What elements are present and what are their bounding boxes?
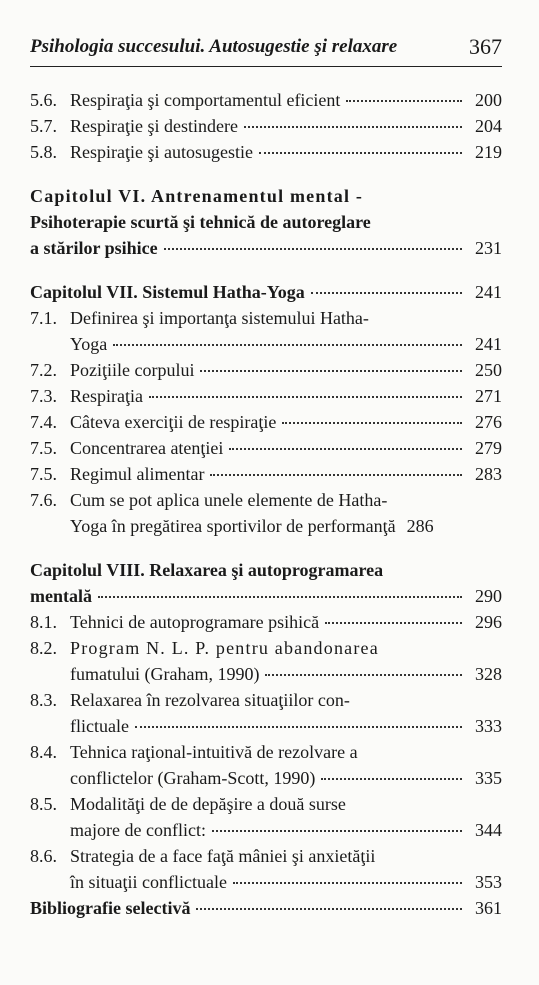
- entry-number: 5.6.: [30, 90, 57, 110]
- chapter-title-line: a stărilor psihice: [30, 238, 158, 258]
- chapter-heading: [30, 238, 502, 264]
- entry-title: Yoga în pregătirea sportivilor de performanţă: [70, 516, 396, 536]
- entry-title: Strategia de a face faţă mâniei şi anxietăţii: [70, 846, 376, 866]
- dot-leader: [244, 126, 462, 128]
- entry-number: 5.8.: [30, 142, 57, 162]
- entry-title: majore de conflict:: [70, 820, 206, 840]
- entry-page: 279: [475, 438, 502, 458]
- dot-leader: [212, 830, 462, 832]
- chapter-title: Capitolul VII. Sistemul Hatha-Yoga: [30, 282, 305, 302]
- dot-leader: [229, 448, 462, 450]
- entry-number: 7.5.: [30, 464, 57, 484]
- entry-title: Câteva exerciţii de respiraţie: [70, 412, 277, 432]
- dot-leader: [346, 100, 462, 102]
- entry-page: 286: [406, 516, 434, 536]
- entry-title: Program N. L. P. pentru abandonarea: [70, 638, 379, 658]
- entry-title: conflictelor (Graham-Scott, 1990): [70, 768, 316, 788]
- toc-entry: [30, 116, 502, 142]
- entry-page: 276: [475, 412, 502, 432]
- toc-entry: [30, 308, 502, 334]
- chapter-title-line: mentală: [30, 586, 92, 606]
- entry-title: Yoga: [70, 334, 108, 354]
- entry-page: 241: [475, 334, 502, 354]
- toc-entry: [30, 638, 502, 664]
- toc-entry: [30, 490, 502, 516]
- chapter-title-line: Psihoterapie scurtă şi tehnică de autoreglare: [30, 212, 371, 232]
- entry-page: 283: [475, 464, 502, 484]
- toc-entry: [30, 794, 502, 820]
- header-page-number: 367: [469, 34, 502, 59]
- chapter-title-line: Capitolul VIII. Relaxarea şi autoprogramarea: [30, 560, 384, 580]
- entry-page: 361: [475, 898, 502, 918]
- header-title: Psihologia succesului. Autosugestie şi relaxare: [30, 36, 398, 57]
- entry-number: 5.7.: [30, 116, 57, 136]
- toc-entry-continuation: [30, 716, 502, 742]
- dot-leader: [282, 422, 462, 424]
- entry-title: Poziţiile corpului: [70, 360, 195, 380]
- entry-page: 231: [475, 238, 502, 258]
- toc-entry: [30, 846, 502, 872]
- chapter-heading: [30, 586, 502, 612]
- chapter-heading: [30, 212, 502, 238]
- entry-number: 7.6.: [30, 490, 57, 510]
- entry-title: Respiraţie şi autosugestie: [70, 142, 253, 162]
- toc-entry-continuation: [30, 334, 502, 360]
- entry-title: Regimul alimentar: [70, 464, 205, 484]
- entry-title: Definirea şi importanţa sistemului Hatha-: [70, 308, 369, 328]
- chapter-heading: [30, 282, 502, 308]
- entry-title: Respiraţie şi destindere: [70, 116, 238, 136]
- toc-entry: [30, 690, 502, 716]
- entry-page: 241: [475, 282, 502, 302]
- entry-number: 8.2.: [30, 638, 57, 658]
- dot-leader: [210, 474, 462, 476]
- dot-leader: [233, 882, 462, 884]
- entry-page: 250: [475, 360, 502, 380]
- chapter-heading: [30, 898, 502, 924]
- entry-title: Tehnici de autoprogramare psihică: [70, 612, 320, 632]
- toc-entry-continuation: [30, 872, 502, 898]
- entry-title: Relaxarea în rezolvarea situaţiilor con-: [70, 690, 350, 710]
- dot-leader: [311, 292, 462, 294]
- entry-page: 344: [475, 820, 502, 840]
- toc-entry-continuation: [30, 516, 502, 542]
- entry-page: 219: [475, 142, 502, 162]
- dot-leader: [164, 248, 462, 250]
- dot-leader: [200, 370, 462, 372]
- spacer: [30, 168, 502, 186]
- toc-entry-continuation: [30, 820, 502, 846]
- entry-title: flictuale: [70, 716, 129, 736]
- entry-title: fumatului (Graham, 1990): [70, 664, 260, 684]
- running-header: [30, 36, 502, 67]
- entry-number: 8.5.: [30, 794, 57, 814]
- entry-page: 335: [475, 768, 502, 788]
- toc-entry-continuation: [30, 664, 502, 690]
- toc-entry: [30, 742, 502, 768]
- dot-leader: [149, 396, 462, 398]
- entry-title: Respiraţia şi comportamentul eficient: [70, 90, 341, 110]
- entry-number: 7.3.: [30, 386, 57, 406]
- toc-entry: [30, 90, 502, 116]
- toc-entry: [30, 142, 502, 168]
- entry-title: Cum se pot aplica unele elemente de Hatha-: [70, 490, 388, 510]
- toc-entry-continuation: [30, 768, 502, 794]
- entry-number: 8.6.: [30, 846, 57, 866]
- entry-number: 7.2.: [30, 360, 57, 380]
- entry-page: 353: [475, 872, 502, 892]
- entry-page: 200: [475, 90, 502, 110]
- chapter-heading: [30, 186, 502, 212]
- entry-page: 333: [475, 716, 502, 736]
- entry-number: 7.4.: [30, 412, 57, 432]
- dot-leader: [265, 674, 462, 676]
- toc-entry: [30, 386, 502, 412]
- dot-leader: [98, 596, 462, 598]
- spacer: [30, 264, 502, 282]
- table-of-contents: [30, 90, 502, 924]
- spacer: [30, 542, 502, 560]
- entry-number: 8.4.: [30, 742, 57, 762]
- toc-entry: [30, 438, 502, 464]
- chapter-title-line: Capitolul VI. Antrenamentul mental -: [30, 186, 364, 206]
- entry-title: Modalităţi de de depăşire a două surse: [70, 794, 346, 814]
- entry-title: Tehnica raţional-intuitivă de rezolvare a: [70, 742, 358, 762]
- dot-leader: [259, 152, 462, 154]
- entry-number: 7.5.: [30, 438, 57, 458]
- bibliography-title: Bibliografie selectivă: [30, 898, 191, 918]
- entry-title: Concentrarea atenţiei: [70, 438, 224, 458]
- chapter-heading: [30, 560, 502, 586]
- dot-leader: [321, 778, 462, 780]
- entry-title: Respiraţia: [70, 386, 143, 406]
- toc-entry: [30, 360, 502, 386]
- entry-page: 328: [475, 664, 502, 684]
- entry-number: 8.3.: [30, 690, 57, 710]
- entry-title: în situaţii conflictuale: [70, 872, 227, 892]
- toc-entry: [30, 612, 502, 638]
- entry-page: 290: [475, 586, 502, 606]
- toc-entry: [30, 412, 502, 438]
- dot-leader: [113, 344, 462, 346]
- entry-page: 296: [475, 612, 502, 632]
- entry-number: 7.1.: [30, 308, 57, 328]
- entry-number: 8.1.: [30, 612, 57, 632]
- dot-leader: [196, 908, 462, 910]
- dot-leader: [325, 622, 462, 624]
- entry-page: 204: [475, 116, 502, 136]
- entry-page: 271: [475, 386, 502, 406]
- toc-entry: [30, 464, 502, 490]
- dot-leader: [135, 726, 462, 728]
